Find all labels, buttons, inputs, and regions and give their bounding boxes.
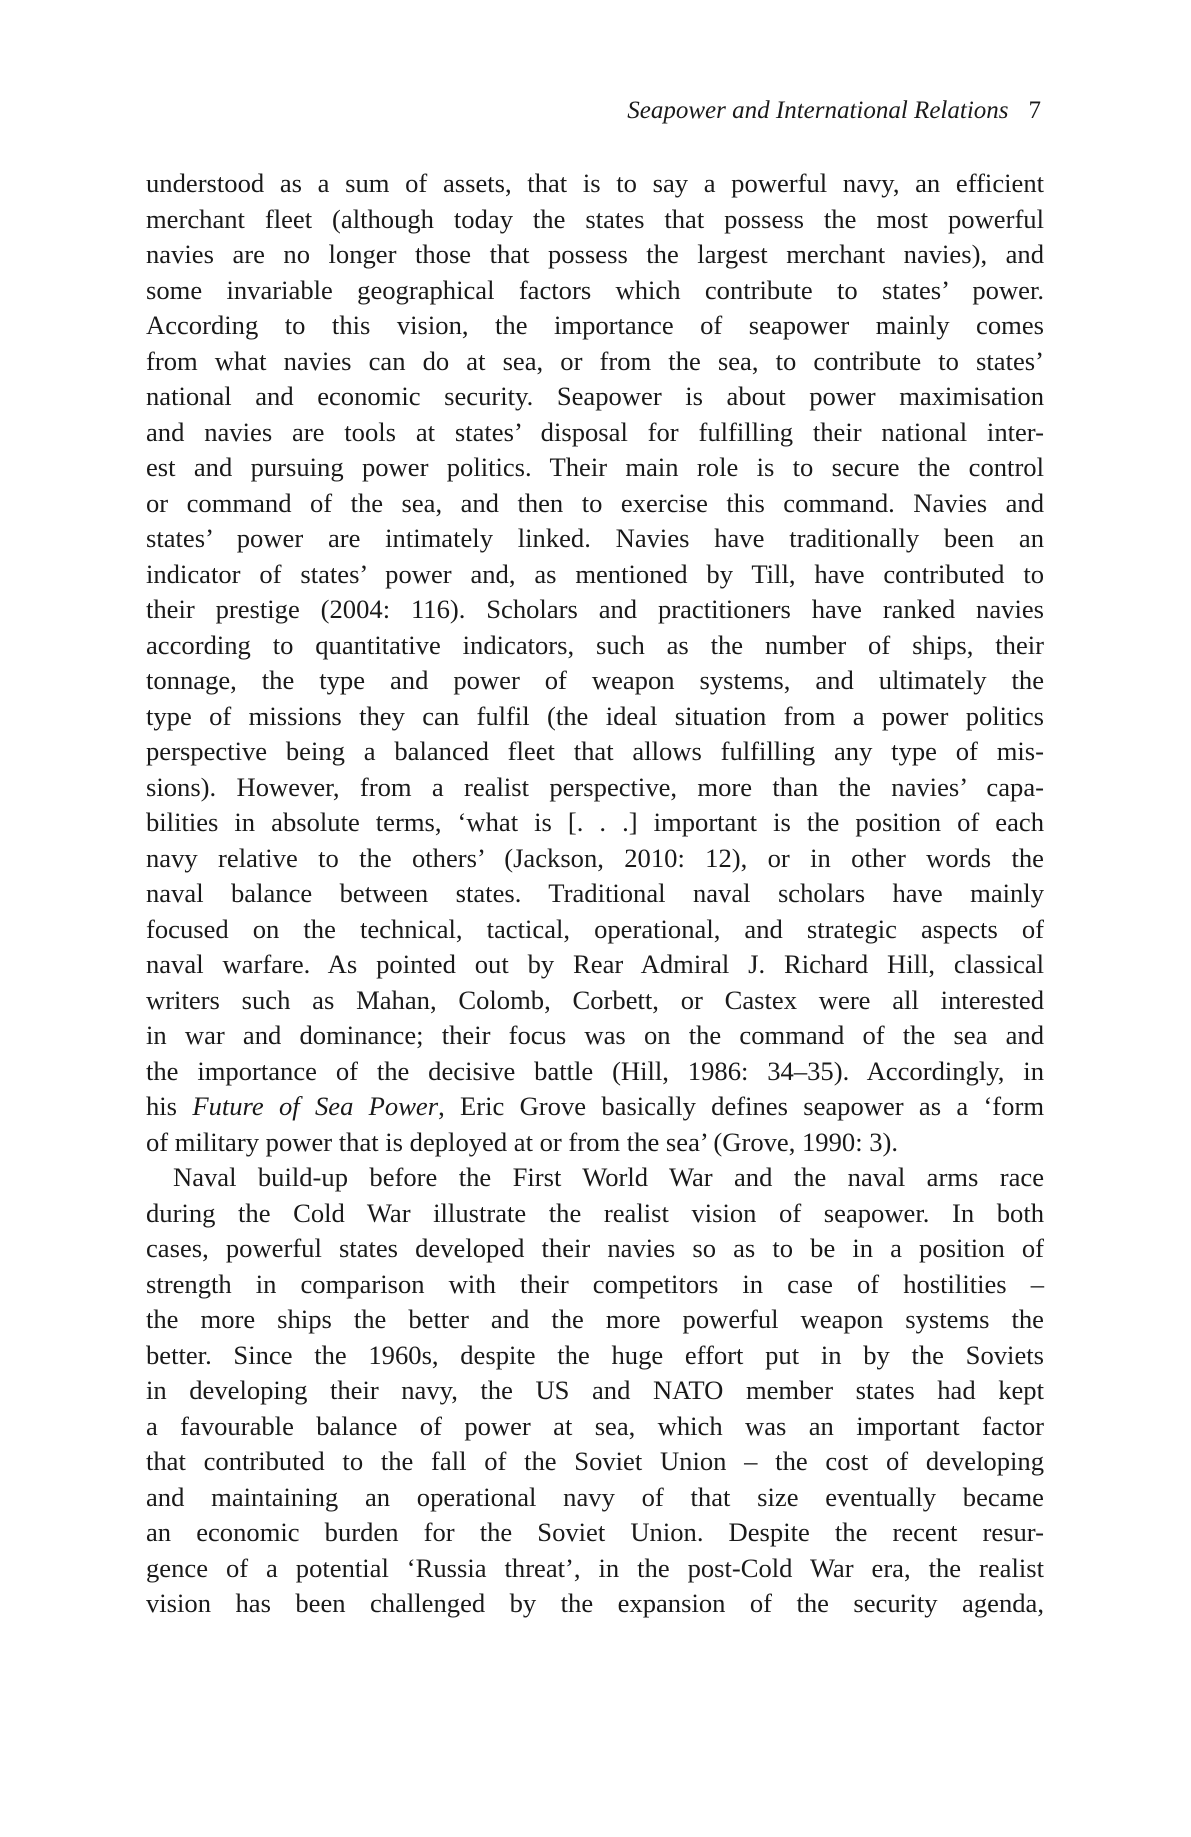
text-line: of military power that is deployed at or from the sea’ (Grove, 1990: 3).	[146, 1126, 899, 1157]
text-line: est and pursuing power politics. Their main role is to secure the control	[146, 452, 1044, 482]
text-line: vision has been challenged by the expansion of the security agenda,	[146, 1588, 1044, 1618]
text-line: that contributed to the fall of the Soviet Union – the cost of developing	[146, 1446, 1044, 1476]
text-line: understood as a sum of assets, that is to say a powerful navy, an efficient	[146, 168, 1044, 198]
book-title-italic: Future of Sea Power	[192, 1091, 439, 1121]
text-segment: his	[146, 1091, 193, 1121]
text-line: perspective being a balanced fleet that allows fulfilling any type of mis-	[146, 736, 1044, 766]
text-line: in war and dominance; their focus was on the command of the sea and	[146, 1020, 1044, 1050]
text-line: some invariable geographical factors which contribute to states’ power.	[146, 274, 1044, 305]
text-segment: , Eric Grove basically defines seapower as a ‘form	[438, 1091, 1044, 1121]
text-line: focused on the technical, tactical, operational, and strategic aspects of	[146, 913, 1044, 944]
text-line: merchant fleet (although today the states that possess the most powerful	[146, 203, 1044, 234]
paragraph-2	[146, 1160, 1044, 1622]
page-number: 7	[1028, 97, 1041, 124]
text-line: and maintaining an operational navy of that size eventually became	[146, 1481, 1044, 1512]
text-line: sions). However, from a realist perspective, more than the navies’ capa-	[146, 771, 1044, 802]
text-line: naval warfare. As pointed out by Rear Admiral J. Richard Hill, classical	[146, 949, 1044, 979]
text-line: writers such as Mahan, Colomb, Corbett, or Castex were all interested	[146, 984, 1044, 1015]
text-line: navies are no longer those that possess the largest merchant navies), and	[146, 239, 1044, 269]
text-line: gence of a potential ‘Russia threat’, in the post-Cold War era, the realist	[146, 1552, 1044, 1583]
text-line: strength in comparison with their competitors in case of hostilities –	[146, 1268, 1044, 1299]
text-line: national and economic security. Seapower is about power maximisation	[146, 381, 1044, 411]
text-line: in developing their navy, the US and NATO member states had kept	[146, 1375, 1044, 1405]
text-line: an economic burden for the Soviet Union. Despite the recent resur-	[146, 1517, 1044, 1547]
running-head	[627, 98, 1041, 123]
text-line: states’ power are intimately linked. Navies have traditionally been an	[146, 523, 1044, 553]
text-line: tonnage, the type and power of weapon systems, and ultimately the	[146, 665, 1044, 695]
text-line: the importance of the decisive battle (Hill, 1986: 34–35). Accordingly, in	[146, 1055, 1044, 1086]
text-line: and navies are tools at states’ disposal for fulfilling their national inter-	[146, 416, 1044, 447]
text-line: naval balance between states. Traditional naval scholars have mainly	[146, 878, 1044, 908]
text-line: bilities in absolute terms, ‘what is [. . .] important is the position of each	[146, 807, 1044, 837]
text-line: cases, powerful states developed their navies so as to be in a position of	[146, 1233, 1044, 1263]
text-line: the more ships the better and the more powerful weapon systems the	[146, 1304, 1044, 1334]
text-line: indicator of states’ power and, as mentioned by Till, have contributed to	[146, 558, 1044, 589]
text-line: according to quantitative indicators, such as the number of ships, their	[146, 629, 1044, 660]
text-line: navy relative to the others’ (Jackson, 2010: 12), or in other words the	[146, 842, 1044, 873]
running-head-title: Seapower and International Relations	[627, 97, 1009, 124]
body-text	[146, 166, 1044, 1622]
text-line: better. Since the 1960s, despite the huge effort put in by the Soviets	[146, 1339, 1044, 1370]
text-line: Naval build-up before the First World War and the naval arms race	[173, 1162, 1044, 1192]
paragraph-1	[146, 166, 1044, 1160]
text-line: a favourable balance of power at sea, which was an important factor	[146, 1410, 1044, 1441]
text-line: during the Cold War illustrate the realist vision of seapower. In both	[146, 1197, 1044, 1228]
text-line: from what navies can do at sea, or from the sea, to contribute to states’	[146, 345, 1044, 376]
text-line: According to this vision, the importance of seapower mainly comes	[146, 310, 1044, 340]
text-line: type of missions they can fulfil (the ideal situation from a power politics	[146, 700, 1044, 731]
text-line-with-italic-title	[146, 1089, 1044, 1125]
text-line: their prestige (2004: 116). Scholars and practitioners have ranked navies	[146, 594, 1044, 624]
text-line: or command of the sea, and then to exercise this command. Navies and	[146, 487, 1044, 518]
